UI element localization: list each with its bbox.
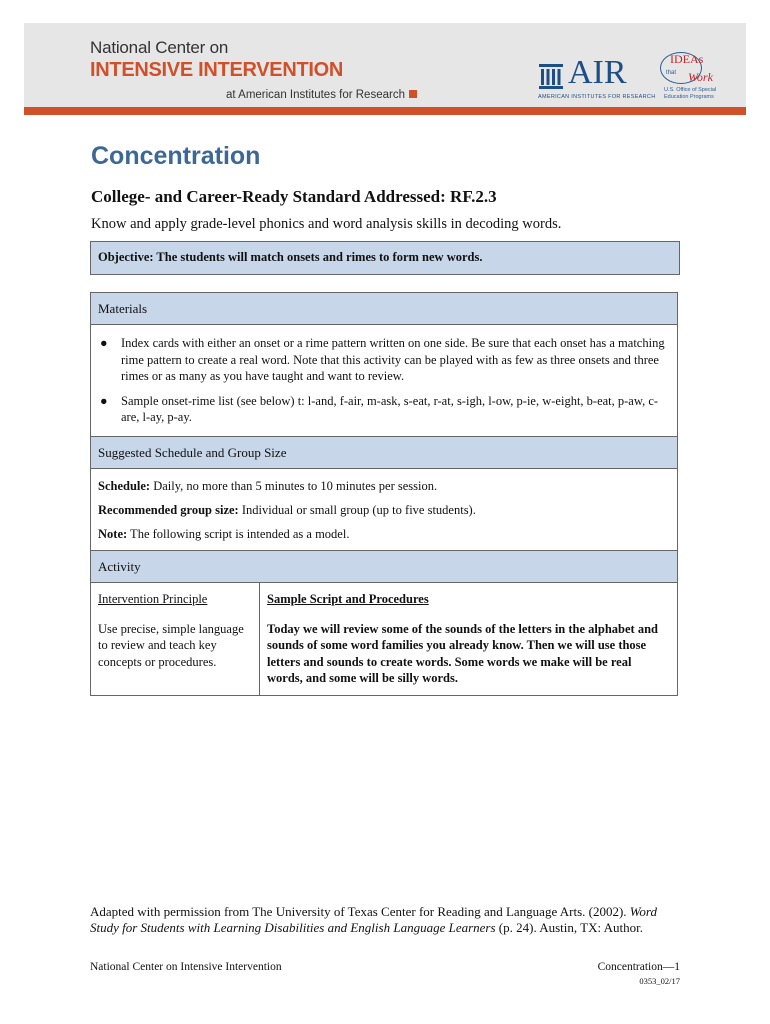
bullet-icon: ● [100, 336, 108, 350]
objective-box [90, 241, 680, 275]
header-accent-rule [24, 107, 746, 115]
note-value: The following script is intended as a model. [127, 526, 350, 541]
org-name-line1: National Center on [90, 38, 229, 57]
air-logo-text: AIR [568, 54, 627, 91]
air-columns-icon [538, 62, 564, 90]
group-size-value: Individual or small group (up to five students). [238, 502, 476, 517]
lesson-table [90, 292, 678, 696]
air-logo [538, 54, 656, 104]
page-title: Concentration [91, 142, 261, 170]
list-item [98, 335, 669, 385]
org-name-line2: INTENSIVE INTERVENTION [90, 59, 344, 81]
schedule-label: Schedule: [98, 478, 151, 493]
org-name-line3 [226, 89, 417, 101]
citation-title: Word Study for Students with Learning Disabilities and English Language Learners [90, 904, 658, 935]
note-label: Note: [98, 526, 128, 541]
activity-heading: Activity [98, 558, 141, 574]
sample-script-header: Sample Script and Procedures [267, 591, 429, 606]
standard-heading: College- and Career-Ready Standard Addressed: RF.2.3 [91, 187, 497, 206]
schedule-line [98, 478, 669, 494]
ideas-logo-text: IDEAs [670, 52, 704, 66]
standard-description: Know and apply grade-level phonics and word analysis skills in decoding words. [91, 216, 562, 232]
schedule-header [91, 437, 677, 469]
footer-doc-code: 0353_02/17 [639, 976, 680, 986]
note-line [98, 526, 669, 542]
citation-suffix: (p. 24). Austin, TX: Author. [495, 920, 644, 935]
citation-prefix: Adapted with permission from The University of Texas Center for Reading and Language Arts. (2002). [90, 904, 630, 919]
intervention-principle-header: Intervention Principle [98, 591, 208, 606]
group-size-line [98, 502, 669, 518]
activity-grid [91, 583, 677, 695]
schedule-heading: Suggested Schedule and Group Size [98, 444, 287, 460]
org-affiliation: at American Institutes for Research [226, 89, 405, 101]
ideas-logo-work: Work [688, 70, 713, 84]
ideas-logo-that: that [666, 70, 677, 76]
group-size-label: Recommended group size: [98, 502, 239, 517]
footer-page-label: Concentration—1 [597, 961, 680, 973]
materials-item-text: Index cards with either an onset or a rime pattern written on one side. Be sure that each onset has a matching rime pattern to create a real word. Note that this activity can be played with as few as three onsets and three rimes or as many as you have taught and want to review. [121, 336, 665, 383]
sample-script-text: Today we will review some of the sounds of the letters in the alphabet and sounds of some word families you already know. Then we will use those letters and sounds to create words. Some words we make will be real words, and some will be silly words. [267, 621, 658, 685]
intervention-principle-text: Use precise, simple language to review and teach key concepts or procedures. [98, 621, 244, 669]
materials-list [91, 325, 677, 437]
square-icon [409, 90, 417, 98]
intervention-principle-column [91, 583, 260, 695]
materials-heading: Materials [98, 301, 148, 316]
bullet-icon: ● [100, 393, 108, 408]
schedule-value: Daily, no more than 5 minutes to 10 minutes per session. [150, 478, 438, 493]
footer-org: National Center on Intensive Intervention [90, 961, 282, 973]
activity-header [91, 551, 677, 583]
schedule-body [91, 469, 677, 551]
air-logo-subtitle: AMERICAN INSTITUTES FOR RESEARCH [538, 94, 656, 100]
list-item [98, 393, 669, 426]
ideas-that-work-logo [660, 52, 730, 108]
objective-text: Objective: The students will match onsets and rimes to form new words. [98, 250, 483, 264]
adapted-citation [90, 904, 680, 936]
ideas-logo-subtitle: U.S. Office of Special Education Programs [664, 87, 717, 100]
materials-header [91, 293, 677, 325]
materials-item-text: Sample onset-rime list (see below) t: l-and, f-air, m-ask, s-eat, r-at, s-igh, l-ow, p-ie, w-eight, b-eat, p-aw, c-are, l-ay, p-ay. [121, 393, 659, 424]
sample-script-column [260, 583, 677, 695]
